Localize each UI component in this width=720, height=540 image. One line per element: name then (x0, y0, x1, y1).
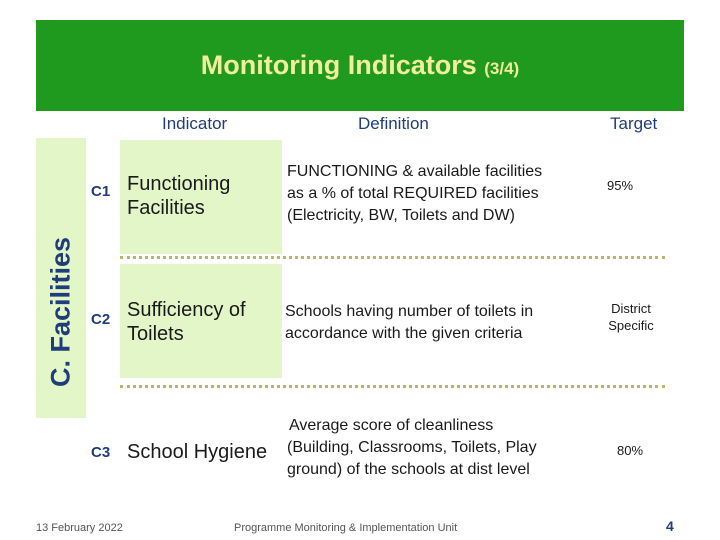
column-header-target: Target (610, 114, 658, 133)
target-line: District (611, 301, 651, 316)
definition-line: (Electricity, BW, Toilets and DW) (287, 207, 515, 224)
footer-center: Programme Monitoring & Implementation Unit (234, 522, 458, 534)
definition-line: ground) of the schools at dist level (287, 461, 530, 478)
column-header-definition: Definition (358, 114, 429, 133)
target-line: Specific (608, 318, 654, 333)
footer-date: 13 February 2022 (36, 522, 123, 534)
target-c3 (600, 442, 660, 459)
definition-line: as a % of total REQUIRED facilities (287, 185, 539, 202)
indicator-line: Functioning (127, 173, 231, 195)
definition-c2 (285, 301, 533, 345)
definition-c1 (287, 161, 542, 227)
row-divider (120, 256, 665, 259)
indicator-line: School Hygiene (127, 441, 268, 463)
definition-line: accordance with the given criteria (285, 325, 523, 342)
indicator-c2 (127, 298, 246, 346)
title-suffix: (3/4) (484, 59, 520, 78)
row-code-c1: C1 (91, 183, 111, 200)
title-main: Monitoring Indicators (200, 50, 477, 80)
definition-line: (Building, Classrooms, Toilets, Play (287, 439, 537, 456)
section-label: C. Facilities (45, 236, 76, 388)
row-code-c3: C3 (91, 444, 111, 461)
slide-title (0, 50, 720, 81)
page-number: 4 (666, 518, 674, 534)
row-code-c2: C2 (91, 311, 111, 328)
target-c1 (590, 177, 650, 194)
indicator-line: Toilets (127, 323, 184, 345)
indicator-c3 (127, 440, 267, 464)
indicator-line: Facilities (127, 197, 205, 219)
target-line: 80% (616, 443, 644, 458)
definition-line: Schools having number of toilets in (285, 303, 534, 320)
row-divider (120, 385, 665, 388)
target-line: 95% (606, 178, 634, 193)
definition-line: Average score of cleanliness (289, 417, 494, 434)
target-c2 (596, 300, 666, 334)
definition-line: FUNCTIONING & available facilities (287, 163, 543, 180)
column-header-indicator: Indicator (162, 114, 228, 133)
indicator-c1 (127, 172, 230, 220)
indicator-line: Sufficiency of (127, 299, 246, 321)
definition-c3 (287, 415, 537, 481)
